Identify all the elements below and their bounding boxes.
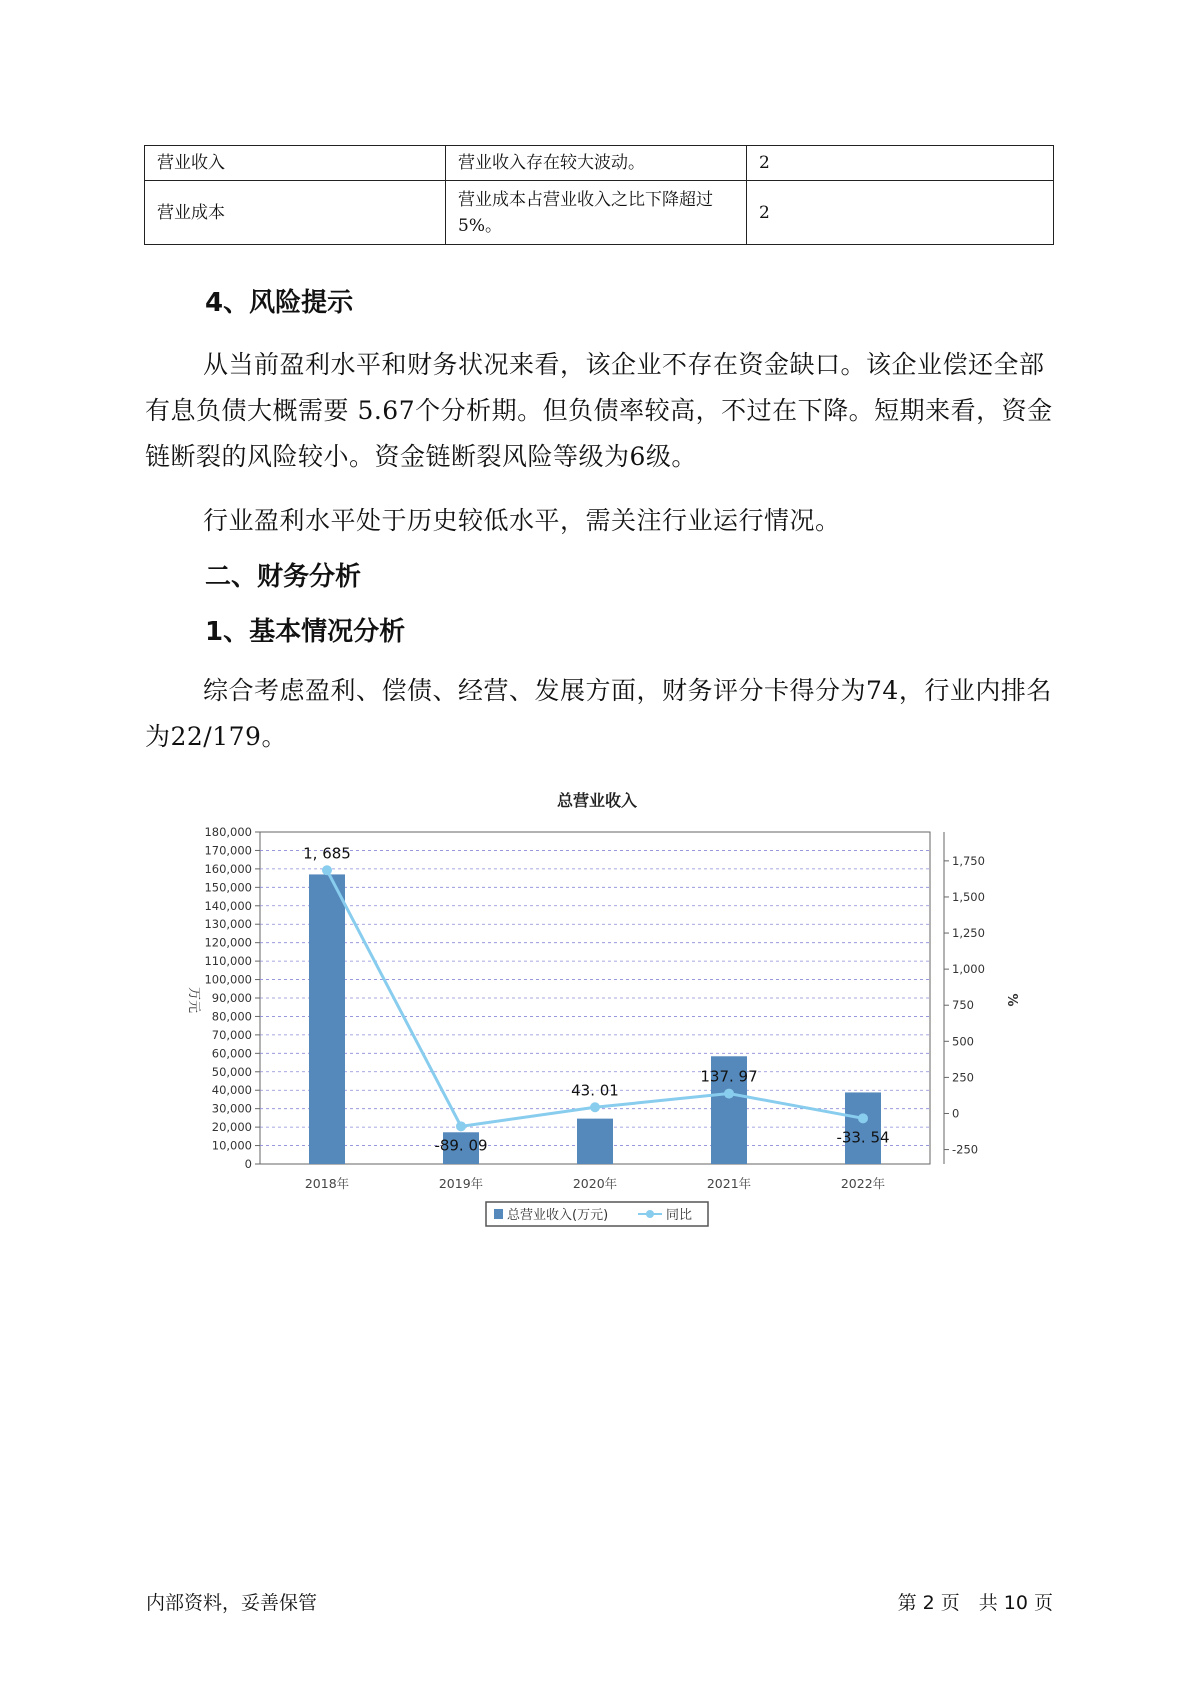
y-tick-label: 80,000	[211, 1009, 252, 1024]
line-point	[858, 1113, 868, 1123]
financial-analysis-heading: 二、财务分析	[205, 562, 362, 592]
risk-heading: 4、风险提示	[205, 288, 354, 318]
table-cell-score: 2	[747, 146, 1054, 181]
chart-title: 总营业收入	[556, 791, 638, 810]
table-cell-desc: 营业成本占营业收入之比下降超过5%。	[446, 181, 747, 245]
table-cell-score: 2	[747, 181, 1054, 245]
bar	[309, 874, 345, 1164]
score-paragraph: 综合考虑盈利、偿债、经营、发展方面，财务评分卡得分为74，行业内排名为22/179。	[145, 676, 1052, 751]
x-tick-label: 2021年	[706, 1176, 752, 1191]
footer-page-number: 第 2 页 共 10 页	[897, 1592, 1053, 1614]
table-row	[145, 146, 1054, 181]
y-axis-left	[204, 825, 260, 1171]
y-tick-label: 20,000	[211, 1120, 252, 1135]
x-tick-label: 2019年	[438, 1176, 484, 1191]
x-axis	[305, 1176, 885, 1191]
x-tick-label: 2022年	[840, 1176, 886, 1191]
data-label: 137. 97	[700, 1067, 758, 1086]
y-tick-label: 140,000	[204, 898, 252, 913]
legend-bar-swatch	[494, 1209, 503, 1219]
y-tick-label: 160,000	[204, 861, 252, 876]
line-point	[590, 1102, 600, 1112]
table-cell-item: 营业收入	[145, 146, 446, 181]
table-row	[145, 181, 1054, 245]
y2-tick-label: 500	[952, 1034, 974, 1049]
data-label: 43. 01	[571, 1081, 619, 1100]
y2-tick-label: 750	[952, 998, 974, 1013]
risk-paragraph: 从当前盈利水平和财务状况来看，该企业不存在资金缺口。该企业偿还全部有息负债大概需要 5.67个分析期。但负债率较高，不过在下降。短期来看，资金链断裂的风险较小。资金链断裂风险等级为6级。	[145, 350, 1053, 471]
data-label: -89. 09	[434, 1136, 488, 1155]
y-tick-label: 60,000	[211, 1046, 252, 1061]
y-tick-label: 90,000	[211, 991, 252, 1005]
y-tick-label: 50,000	[211, 1064, 252, 1079]
y-tick-label: 30,000	[211, 1101, 252, 1116]
plot-area	[260, 832, 930, 1164]
y2-tick-label: -250	[952, 1142, 979, 1157]
y-tick-label: 70,000	[211, 1027, 252, 1042]
y-tick-label: 130,000	[204, 917, 252, 932]
revenue-chart	[170, 778, 1030, 1238]
y-tick-label: 150,000	[204, 880, 252, 895]
y-tick-label: 100,000	[204, 972, 252, 987]
data-label: 1, 685	[303, 844, 351, 863]
y-tick-label: 40,000	[211, 1083, 252, 1098]
y2-tick-label: 1,000	[952, 962, 985, 977]
line-point	[724, 1089, 734, 1099]
y-tick-label: 0	[244, 1157, 252, 1171]
legend-item-bar: 总营业收入(万元)	[507, 1208, 609, 1223]
y-axis-right	[944, 832, 985, 1164]
y-tick-label: 10,000	[211, 1138, 252, 1153]
data-label: -33. 54	[836, 1128, 890, 1147]
chart-legend	[486, 1202, 708, 1226]
risk-table	[144, 145, 1054, 245]
y-tick-label: 170,000	[204, 843, 252, 858]
y2-axis-label: %	[1004, 993, 1019, 1007]
legend-item-line: 同比	[666, 1208, 693, 1223]
y2-tick-label: 250	[952, 1070, 974, 1085]
y-tick-label: 120,000	[204, 935, 252, 950]
industry-paragraph: 行业盈利水平处于历史较低水平，需关注行业运行情况。	[203, 506, 841, 535]
table-cell-item: 营业成本	[145, 181, 446, 245]
y2-tick-label: 1,250	[952, 926, 985, 941]
legend-line-marker	[646, 1210, 654, 1218]
bar	[577, 1119, 613, 1164]
x-tick-label: 2020年	[572, 1176, 618, 1191]
y-axis-label: 万元	[186, 986, 201, 1014]
y-tick-label: 110,000	[204, 954, 252, 969]
y2-tick-label: 1,500	[952, 889, 985, 904]
y2-tick-label: 1,750	[952, 853, 985, 868]
y2-tick-label: 0	[952, 1106, 960, 1121]
line-point	[456, 1121, 466, 1131]
x-tick-label: 2018年	[304, 1176, 350, 1191]
line-point	[322, 865, 332, 875]
footer-confidential: 内部资料，妥善保管	[146, 1592, 318, 1614]
y-tick-label: 180,000	[204, 825, 252, 839]
table-cell-desc: 营业收入存在较大波动。	[446, 146, 747, 181]
basic-analysis-heading: 1、基本情况分析	[205, 617, 406, 647]
